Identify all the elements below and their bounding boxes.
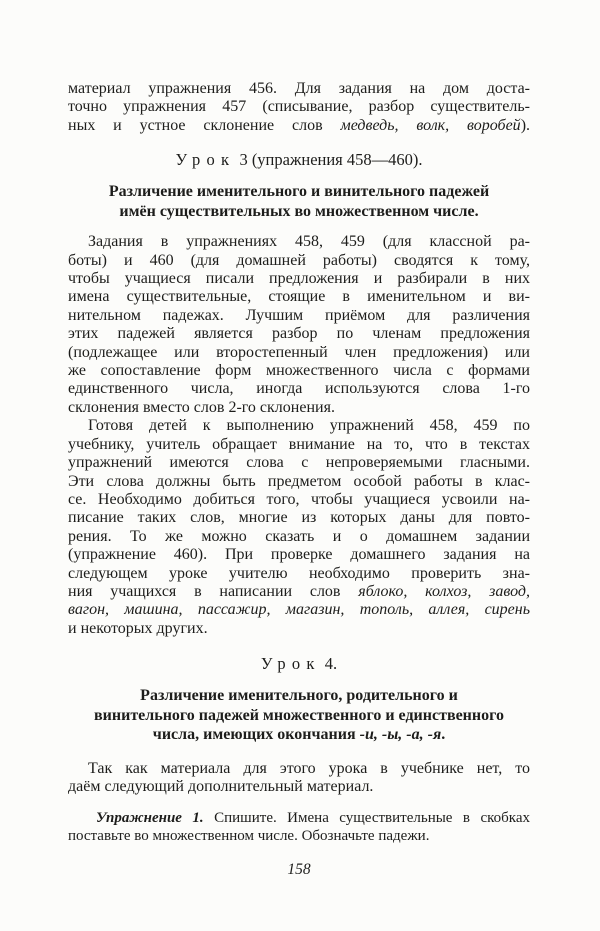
text-line — [68, 809, 530, 827]
text-run: материал упражнения 456. Для задания на дом доста- — [68, 80, 530, 97]
text-run: точно упражнения 457 (списывание, разбор существитель- — [68, 98, 530, 116]
text-run: даём следующий дополнительный материал. — [68, 778, 374, 796]
text-run: се. Необходимо добиться того, чтобы учащиеся усвоили на- — [68, 490, 530, 508]
text-run: Различение именительного и винительного падежей — [108, 183, 490, 201]
paragraph — [68, 80, 530, 135]
text-line — [68, 399, 530, 417]
page-text — [68, 80, 530, 845]
text-run: Задания в упражнениях 458, 459 (для классной ра- — [88, 233, 530, 251]
text-line — [68, 725, 530, 745]
text-line — [68, 307, 530, 325]
text-run: медведь, волк, воробей — [340, 116, 521, 134]
text-run: упражнений имеются слова с непроверяемыми гласными. — [68, 454, 530, 472]
section-heading — [68, 686, 530, 745]
text-line — [68, 778, 530, 796]
text-run: этих падежей является разбор по членам предложения — [68, 325, 530, 343]
text-line — [68, 546, 530, 564]
text-run: учебнику, учитель обращает внимание на то, что в текстах — [68, 435, 530, 453]
text-run: единственного числа, иногда используются слова 1-го — [68, 380, 530, 398]
text-run: и некоторых других. — [68, 619, 208, 637]
paragraph — [68, 809, 530, 845]
paragraph — [68, 760, 530, 797]
text-run: Эти слова должны быть предметом особой работы в клас- — [68, 472, 530, 490]
text-line — [68, 202, 530, 222]
text-run: следующем уроке учителю необходимо проверить зна- — [68, 564, 530, 582]
text-line — [68, 760, 530, 778]
text-run: яблоко, колхоз, завод, — [358, 582, 530, 600]
text-line — [68, 288, 530, 306]
text-run: же сопоставление форм множественного числа с формами — [68, 362, 530, 380]
text-run: . — [441, 726, 446, 744]
text-run: Так как материала для этого урока в учебнике нет, то — [88, 759, 530, 777]
text-line — [68, 601, 530, 619]
text-line — [68, 436, 530, 454]
text-line — [68, 583, 530, 601]
text-run: числа, имеющих окончания — [152, 726, 360, 744]
text-line — [68, 417, 530, 435]
text-line — [68, 362, 530, 380]
paragraph — [68, 233, 530, 417]
text-run: Различение именительного, родительного и — [140, 687, 458, 705]
text-run: ных и устное склонение слов — [68, 116, 341, 134]
text-run: имена существительные, стоящие в именительном и ви- — [68, 288, 530, 306]
text-run: Спишите. Имена существительные в скобках — [203, 810, 530, 827]
lesson-rest: 3 (упражнения 458—460). — [239, 150, 423, 170]
lesson-rest: 4. — [324, 654, 338, 674]
text-run: рения. То же можно сказать и о домашнем задании — [68, 527, 530, 545]
text-run: нительном падежах. Лучшим приёмом для различения — [68, 306, 530, 324]
text-line — [68, 325, 530, 343]
text-run: боты) и 460 (для домашней работы) сводятся к тому, — [68, 251, 530, 269]
page-number: 158 — [287, 861, 311, 879]
text-line — [68, 344, 530, 362]
text-line — [68, 252, 530, 270]
text-line — [68, 686, 530, 706]
lesson-word: Урок — [175, 150, 236, 170]
text-line — [68, 473, 530, 491]
text-run: Упражнение 1. — [96, 810, 204, 827]
text-run: имён существительных во множественном числе. — [119, 202, 479, 220]
text-line — [68, 380, 530, 398]
text-run: (упражнение 460). При проверке домашнего задания на — [68, 546, 530, 564]
text-line — [68, 182, 530, 202]
text-line — [68, 706, 530, 726]
text-run: ). — [520, 116, 531, 134]
text-line — [68, 620, 530, 638]
text-line — [68, 827, 530, 845]
lesson-word: Урок — [260, 654, 321, 674]
lesson-heading — [68, 654, 530, 674]
text-run: винительного падежей множественного и единственного — [94, 706, 504, 724]
text-run: писание таких слов, многие из которых даны для повто- — [68, 509, 530, 527]
paragraph — [68, 417, 530, 638]
text-line — [68, 98, 530, 116]
text-line — [68, 454, 530, 472]
text-line — [68, 80, 530, 98]
text-run: вагон, машина, пассажир, магазин, тополь, аллея, сирень — [68, 601, 530, 619]
text-line — [68, 509, 530, 527]
text-run: склонения вместо слов 2-го склонения. — [68, 398, 335, 416]
text-run: ния учащихся в написании слов — [68, 582, 359, 600]
section-heading — [68, 182, 530, 221]
text-line — [68, 491, 530, 509]
text-run: поставьте во множественном числе. Обозначьте падежи. — [68, 828, 430, 845]
text-line — [68, 233, 530, 251]
text-run: (подлежащее или второстепенный член предложения) или — [68, 343, 530, 361]
text-line — [68, 565, 530, 583]
lesson-heading — [68, 150, 530, 170]
text-run: Готовя детей к выполнению упражнений 458, 459 по — [88, 417, 530, 435]
text-run: -и, -ы, -а, -я — [359, 726, 442, 744]
text-line — [68, 270, 530, 288]
text-run: чтобы учащиеся писали предложения и разбирали в них — [68, 270, 530, 288]
text-line — [68, 117, 530, 135]
text-line — [68, 528, 530, 546]
